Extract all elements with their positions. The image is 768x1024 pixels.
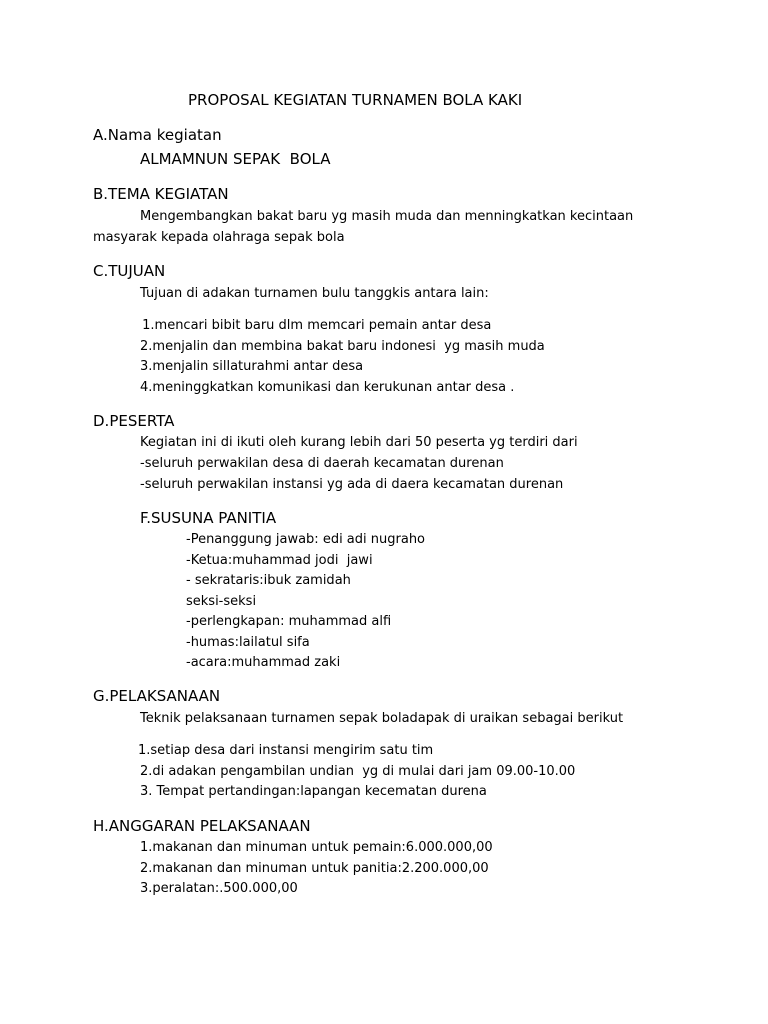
committee-line: -perlengkapan: muhammad alfi	[186, 614, 392, 629]
budget-item: 3.peralatan:.500.000,00	[140, 881, 298, 896]
section-a-heading: A.Nama kegiatan	[93, 126, 222, 144]
participants-line: -seluruh perwakilan desa di daerah kecamatan durenan	[140, 456, 504, 471]
section-b-heading: B.TEMA KEGIATAN	[93, 185, 229, 203]
goal-item: 2.menjalin dan membina bakat baru indonesi yg masih muda	[140, 339, 545, 354]
execution-item: 2.di adakan pengambilan undian yg di mulai dari jam 09.00-10.00	[140, 764, 576, 779]
participants-line: -seluruh perwakilan instansi yg ada di daera kecamatan durenan	[140, 477, 564, 492]
section-g-heading: G.PELAKSANAAN	[93, 687, 221, 705]
goals-intro: Tujuan di adakan turnamen bulu tanggkis antara lain:	[140, 286, 489, 301]
committee-line: seksi-seksi	[186, 594, 257, 609]
budget-item: 2.makanan dan minuman untuk panitia:2.200.000,00	[140, 861, 489, 876]
theme-line-2: masyarak kepada olahraga sepak bola	[93, 230, 345, 245]
execution-item: 3. Tempat pertandingan:lapangan kecematan durena	[140, 784, 487, 799]
goal-item: 3.menjalin sillaturahmi antar desa	[140, 359, 364, 374]
theme-line-1: Mengembangkan bakat baru yg masih muda dan menningkatkan kecintaan	[140, 209, 634, 224]
execution-item: 1.setiap desa dari instansi mengirim satu tim	[138, 743, 434, 758]
committee-line: -Penanggung jawab: edi adi nugraho	[186, 532, 426, 547]
committee-line: -Ketua:muhammad jodi jawi	[186, 553, 373, 568]
goal-item: 4.meninggkatkan komunikasi dan kerukunan antar desa .	[140, 380, 515, 395]
committee-line: -humas:lailatul sifa	[186, 635, 310, 650]
participants-line: Kegiatan ini di ikuti oleh kurang lebih dari 50 peserta yg terdiri dari	[140, 435, 578, 450]
committee-line: -acara:muhammad zaki	[186, 655, 341, 670]
section-f-heading: F.SUSUNA PANITIA	[140, 509, 277, 527]
budget-item: 1.makanan dan minuman untuk pemain:6.000.000,00	[140, 840, 493, 855]
section-c-heading: C.TUJUAN	[93, 262, 166, 280]
section-d-heading: D.PESERTA	[93, 412, 175, 430]
event-name: ALMAMNUN SEPAK BOLA	[140, 150, 331, 168]
section-h-heading: H.ANGGARAN PELAKSANAAN	[93, 817, 311, 835]
goal-item: 1.mencari bibit baru dlm memcari pemain antar desa	[138, 318, 492, 333]
committee-line: - sekrataris:ibuk zamidah	[186, 573, 351, 588]
document-title: PROPOSAL KEGIATAN TURNAMEN BOLA KAKI	[188, 91, 523, 109]
execution-intro: Teknik pelaksanaan turnamen sepak boladapak di uraikan sebagai berikut	[140, 711, 624, 726]
